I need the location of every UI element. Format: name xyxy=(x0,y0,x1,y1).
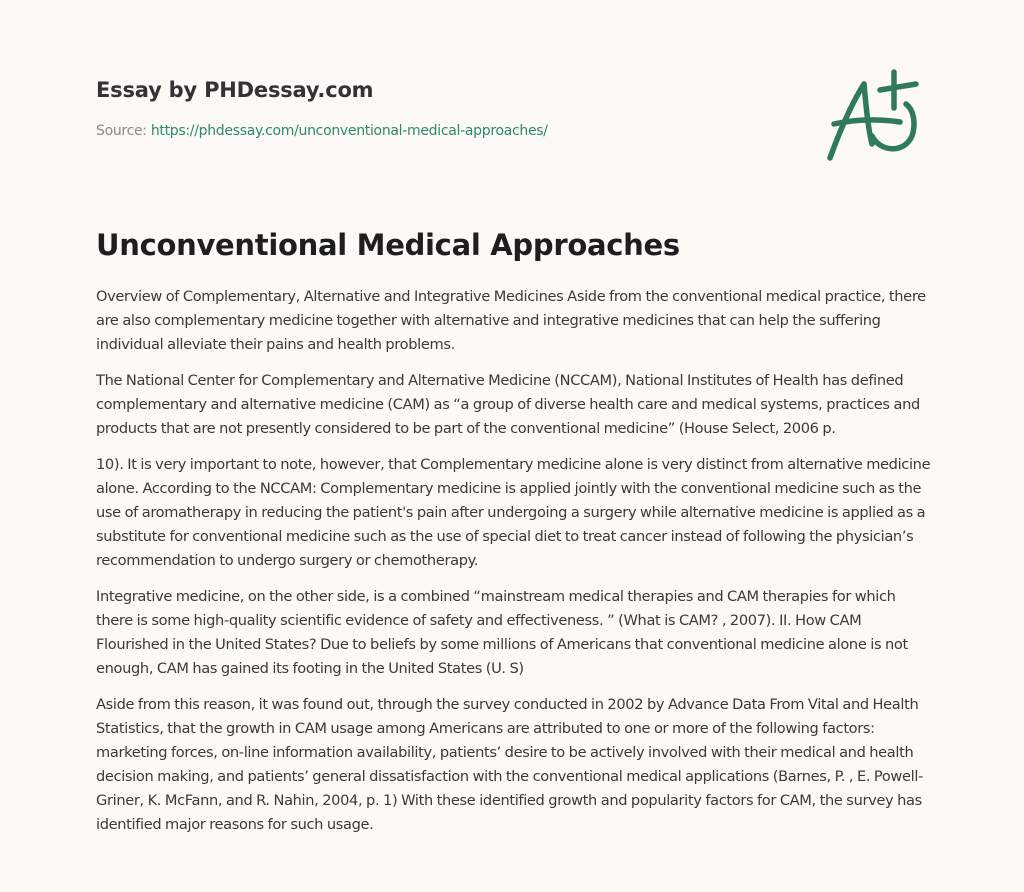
paragraph: 10). It is very important to note, however, that Complementary medicine alone is very distinct from alternative medicine alone. According to the NCCAM: Complementary medicine is applied jointly with the conventional medicine such as the use of aromatherapy in reducing the patient's pain after undergoing a surgery while alternative medicine is applied as a substitute for conventional medicine such as the use of special diet to treat cancer instead of following the physician’s recommendation to undergo surgery or chemotherapy. xyxy=(96,456,931,569)
site-title: Essay by PHDessay.com xyxy=(96,78,374,102)
paragraph: Overview of Complementary, Alternative and Integrative Medicines Aside from the conventional medical practice, there are also complementary medicine together with alternative and integrative medicines that can help the suffering individual alleviate their pains and health problems. xyxy=(96,288,926,353)
paragraph: The National Center for Complementary and Alternative Medicine (NCCAM), National Institutes of Health has defined complementary and alternative medicine (CAM) as “a group of diverse health care and medical systems, practices and products that are not presently considered to be part of the conventional medicine” (House Select, 2006 p. xyxy=(96,372,920,437)
source-label: Source: xyxy=(96,123,151,139)
source-line xyxy=(96,121,796,141)
paragraph: Aside from this reason, it was found out, through the survey conducted in 2002 by Advance Data From Vital and Health Statistics, that the growth in CAM usage among Americans are attributed to one or more of the following factors: marketing forces, on-line information availability, patients’ desire to be actively involved with their medical and health decision making, and patients’ general dissatisfaction with the conventional medical applications (Barnes, P. , E. Powell-Griner, K. McFann, and R. Nahin, 2004, p. 1) With these identified growth and popularity factors for CAM, the survey has identified major reasons for such usage. xyxy=(96,696,923,833)
article-title: Unconventional Medical Approaches xyxy=(96,228,680,262)
essay-header xyxy=(96,76,796,141)
a-plus-grade-icon xyxy=(822,66,932,166)
paragraph: Integrative medicine, on the other side, is a combined “mainstream medical therapies and CAM therapies for which there is some high-quality scientific evidence of safety and effectiveness. ” (What is CAM? , 2007). II. How CAM Flourished in the United States? Due to beliefs by some millions of Americans that conventional medicine alone is not enough, CAM has gained its footing in the United States (U. S) xyxy=(96,588,908,677)
source-link[interactable]: https://phdessay.com/unconventional-medical-approaches/ xyxy=(150,123,548,139)
article-body xyxy=(96,285,936,849)
